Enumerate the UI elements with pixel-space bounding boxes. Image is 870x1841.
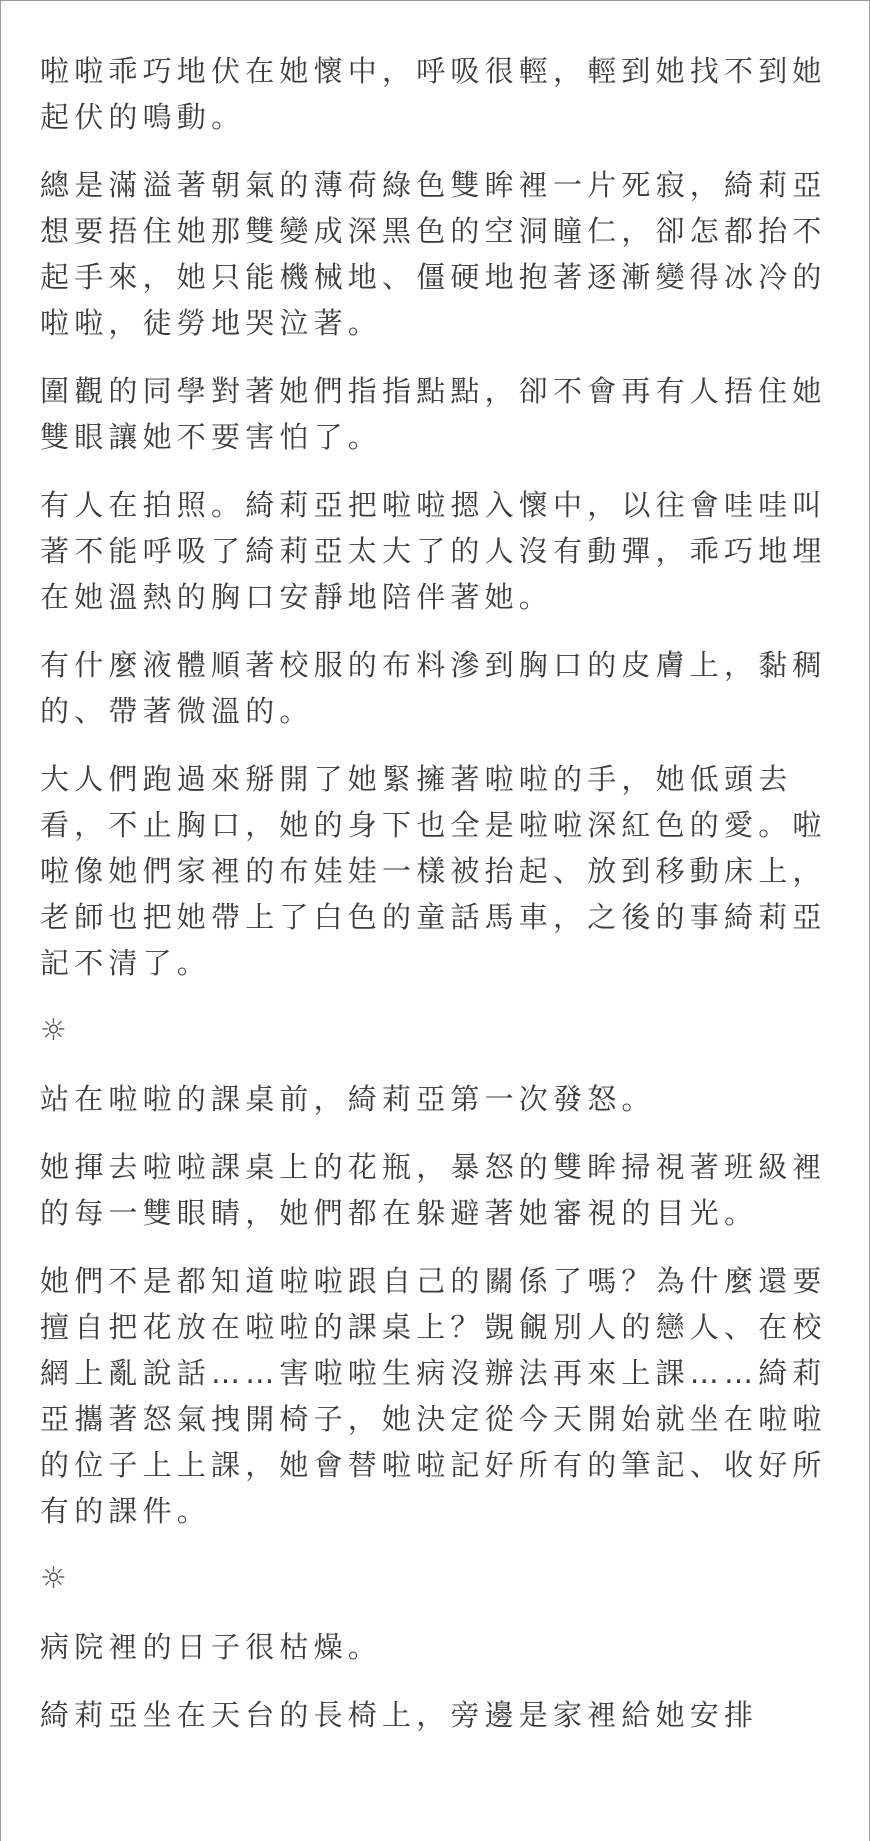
article-body xyxy=(40,48,832,1760)
paragraph: 圍觀的同學對著她們指指點點，卻不會再有人捂住她雙眼讓她不要害怕了。 xyxy=(40,374,827,454)
paragraph: 病院裡的日子很枯燥。 xyxy=(40,1630,383,1664)
paragraph: 大人們跑過來掰開了她緊擁著啦啦的手，她低頭去看，不止胸口，她的身下也全是啦啦深紅色的愛。啦啦像她們家裡的布娃娃一樣被抬起、放到移動床上，老師也把她帶上了白色的童話馬車，之後的事綺莉亞記不清了。 xyxy=(40,762,827,980)
paragraph: 綺莉亞坐在天台的長椅上，旁邊是家裡給她安排 xyxy=(40,1698,759,1732)
paragraph: 有人在拍照。綺莉亞把啦啦摁入懷中，以往會哇哇叫著不能呼吸了綺莉亞太大了的人沒有動彈，乖巧地埋在她溫熱的胸口安靜地陪伴著她。 xyxy=(40,488,827,614)
section-divider-sun-icon: ☼ xyxy=(40,1013,67,1048)
paragraph: 站在啦啦的課桌前，綺莉亞第一次發怒。 xyxy=(40,1082,656,1116)
paragraph: 有什麼液體順著校服的布料滲到胸口的皮膚上，黏稠的、帶著微溫的。 xyxy=(40,648,827,728)
paragraph: 啦啦乖巧地伏在她懷中，呼吸很輕，輕到她找不到她起伏的鳴動。 xyxy=(40,54,827,134)
paragraph: 她揮去啦啦課桌上的花瓶，暴怒的雙眸掃視著班級裡的每一雙眼睛，她們都在躲避著她審視的目光。 xyxy=(40,1150,827,1230)
paragraph: 總是滿溢著朝氣的薄荷綠色雙眸裡一片死寂，綺莉亞想要捂住她那雙變成深黑色的空洞瞳仁，卻怎都抬不起手來，她只能機械地、僵硬地抱著逐漸變得冰冷的啦啦，徒勞地哭泣著。 xyxy=(40,168,827,340)
paragraph: 她們不是都知道啦啦跟自己的關係了嗎？為什麼還要擅自把花放在啦啦的課桌上？覬覦別人的戀人、在校網上亂說話……害啦啦生病沒辦法再來上課……綺莉亞攜著怒氣拽開椅子，她決定從今天開始就坐在啦啦的位子上上課，她會替啦啦記好所有的筆記、收好所有的課件。 xyxy=(40,1264,827,1528)
section-divider-sun-icon: ☼ xyxy=(40,1561,67,1596)
